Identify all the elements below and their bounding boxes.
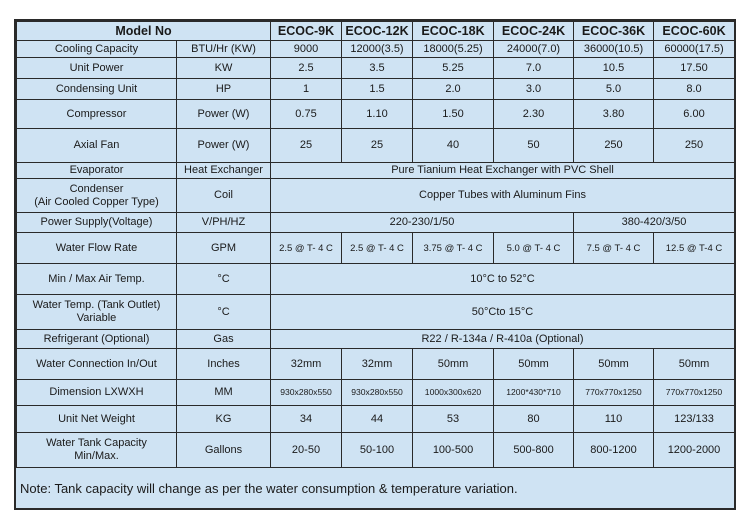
row-label: Cooling Capacity: [17, 41, 177, 58]
cell-value: 36000(10.5): [574, 41, 654, 58]
row-fan: [17, 129, 735, 163]
cell-value: 1000x300x620: [413, 380, 494, 406]
row-unit: °C: [177, 264, 271, 295]
model-name: ECOC-12K: [342, 22, 413, 41]
row-unit: GPM: [177, 233, 271, 264]
row-label: Dimension LXWXH: [17, 380, 177, 406]
row-label: Compressor: [17, 100, 177, 129]
cell-value: 3.0: [494, 79, 574, 100]
row-label: Unit Power: [17, 58, 177, 79]
cell-value: 0.75: [271, 100, 342, 129]
row-refrigerant: [17, 330, 735, 349]
cell-value: 1200*430*710: [494, 380, 574, 406]
row-label: Evaporator: [17, 163, 177, 179]
cell-value: 20-50: [271, 433, 342, 468]
cell-value: 1.5: [342, 79, 413, 100]
cell-value: 12000(3.5): [342, 41, 413, 58]
cell-value: 930x280x550: [271, 380, 342, 406]
cell-value: 2.5 @ T- 4 C: [342, 233, 413, 264]
row-label: Min / Max Air Temp.: [17, 264, 177, 295]
cell-value: 1: [271, 79, 342, 100]
cell-value: 10.5: [574, 58, 654, 79]
row-label: Refrigerant (Optional): [17, 330, 177, 349]
cell-value: 50mm: [654, 349, 735, 380]
row-weight: [17, 406, 735, 433]
cell-value: 50-100: [342, 433, 413, 468]
cell-value: 250: [654, 129, 735, 163]
cell-value: 50mm: [413, 349, 494, 380]
cell-value: 40: [413, 129, 494, 163]
row-label: Condensing Unit: [17, 79, 177, 100]
row-label-line2: Min/Max.: [74, 450, 119, 462]
row-label-line1: Water Tank Capacity: [46, 437, 147, 449]
cell-value: 50°Cto 15°C: [271, 295, 735, 330]
row-unit: °C: [177, 295, 271, 330]
row-airtemp: [17, 264, 735, 295]
cell-value: 930x280x550: [342, 380, 413, 406]
cell-value: 1200-2000: [654, 433, 735, 468]
row-supply: [17, 213, 735, 233]
cell-value: 60000(17.5): [654, 41, 735, 58]
row-unit: Coil: [177, 179, 271, 213]
model-name: ECOC-18K: [413, 22, 494, 41]
row-label-line2: (Air Cooled Copper Type): [34, 195, 159, 208]
row-label-line2: Variable: [76, 312, 117, 324]
model-header: Model No: [17, 22, 271, 41]
cell-value: 24000(7.0): [494, 41, 574, 58]
row-cooling: [17, 41, 735, 58]
spec-table: [16, 21, 735, 468]
cell-value: 12.5 @ T-4 C: [654, 233, 735, 264]
row-unit: Inches: [177, 349, 271, 380]
cell-value: 800-1200: [574, 433, 654, 468]
row-condenser: [17, 179, 735, 213]
cell-value: 3.80: [574, 100, 654, 129]
row-label: Unit Net Weight: [17, 406, 177, 433]
cell-value: 7.0: [494, 58, 574, 79]
row-unit: Heat Exchanger: [177, 163, 271, 179]
row-unit: BTU/Hr (KW): [177, 41, 271, 58]
spec-sheet: [14, 19, 736, 510]
cell-value: 123/133: [654, 406, 735, 433]
cell-value: 32mm: [342, 349, 413, 380]
row-unit: MM: [177, 380, 271, 406]
cell-value: 500-800: [494, 433, 574, 468]
row-label: Water Flow Rate: [17, 233, 177, 264]
cell-value: 5.0: [574, 79, 654, 100]
cell-value: 80: [494, 406, 574, 433]
cell-value: 1.50: [413, 100, 494, 129]
cell-value: 2.30: [494, 100, 574, 129]
cell-value: Pure Tianium Heat Exchanger with PVC Shell: [271, 163, 735, 179]
cell-value: 250: [574, 129, 654, 163]
cell-value: 100-500: [413, 433, 494, 468]
cell-value: 6.00: [654, 100, 735, 129]
cell-value: 220-230/1/50: [271, 213, 574, 233]
model-name: ECOC-24K: [494, 22, 574, 41]
cell-value: Copper Tubes with Aluminum Fins: [271, 179, 735, 213]
row-condensing: [17, 79, 735, 100]
cell-value: 2.5 @ T- 4 C: [271, 233, 342, 264]
row-unit: HP: [177, 79, 271, 100]
cell-value: 2.5: [271, 58, 342, 79]
row-label: Water Connection In/Out: [17, 349, 177, 380]
model-name: ECOC-36K: [574, 22, 654, 41]
cell-value: 7.5 @ T- 4 C: [574, 233, 654, 264]
cell-value: 17.50: [654, 58, 735, 79]
cell-value: 32mm: [271, 349, 342, 380]
cell-value: 50mm: [574, 349, 654, 380]
row-compressor: [17, 100, 735, 129]
row-label: Power Supply(Voltage): [17, 213, 177, 233]
cell-value: 5.0 @ T- 4 C: [494, 233, 574, 264]
model-name: ECOC-9K: [271, 22, 342, 41]
row-unit: Gallons: [177, 433, 271, 468]
row-unit: KW: [177, 58, 271, 79]
row-flow: [17, 233, 735, 264]
row-tank: [17, 433, 735, 468]
cell-value: 770x770x1250: [574, 380, 654, 406]
row-dimension: [17, 380, 735, 406]
cell-value: 18000(5.25): [413, 41, 494, 58]
cell-value: 8.0: [654, 79, 735, 100]
cell-value: 5.25: [413, 58, 494, 79]
cell-value: 44: [342, 406, 413, 433]
cell-value: 10°C to 52°C: [271, 264, 735, 295]
row-unit: KG: [177, 406, 271, 433]
row-watertemp: [17, 295, 735, 330]
cell-value: 1.10: [342, 100, 413, 129]
row-label-line1: Water Temp. (Tank Outlet): [32, 299, 161, 311]
cell-value: 110: [574, 406, 654, 433]
model-name: ECOC-60K: [654, 22, 735, 41]
row-label: [17, 179, 177, 213]
cell-value: 3.5: [342, 58, 413, 79]
row-evaporator: [17, 163, 735, 179]
cell-value: 50mm: [494, 349, 574, 380]
row-label: [17, 433, 177, 468]
cell-value: 34: [271, 406, 342, 433]
row-label: Axial Fan: [17, 129, 177, 163]
cell-value: 770x770x1250: [654, 380, 735, 406]
row-unit: Power (W): [177, 129, 271, 163]
row-connection: [17, 349, 735, 380]
footnote: Note: Tank capacity will change as per the water consumption & temperature variation.: [16, 468, 734, 508]
cell-value: 53: [413, 406, 494, 433]
row-label-line1: Condenser: [69, 182, 124, 195]
row-label: [17, 295, 177, 330]
cell-value: R22 / R-134a / R-410a (Optional): [271, 330, 735, 349]
cell-value: 2.0: [413, 79, 494, 100]
cell-value: 380-420/3/50: [574, 213, 735, 233]
cell-value: 25: [342, 129, 413, 163]
cell-value: 9000: [271, 41, 342, 58]
cell-value: 50: [494, 129, 574, 163]
cell-value: 25: [271, 129, 342, 163]
row-unit: V/PH/HZ: [177, 213, 271, 233]
row-unit: Gas: [177, 330, 271, 349]
row-power: [17, 58, 735, 79]
cell-value: 3.75 @ T- 4 C: [413, 233, 494, 264]
header-row: [17, 22, 735, 41]
row-unit: Power (W): [177, 100, 271, 129]
